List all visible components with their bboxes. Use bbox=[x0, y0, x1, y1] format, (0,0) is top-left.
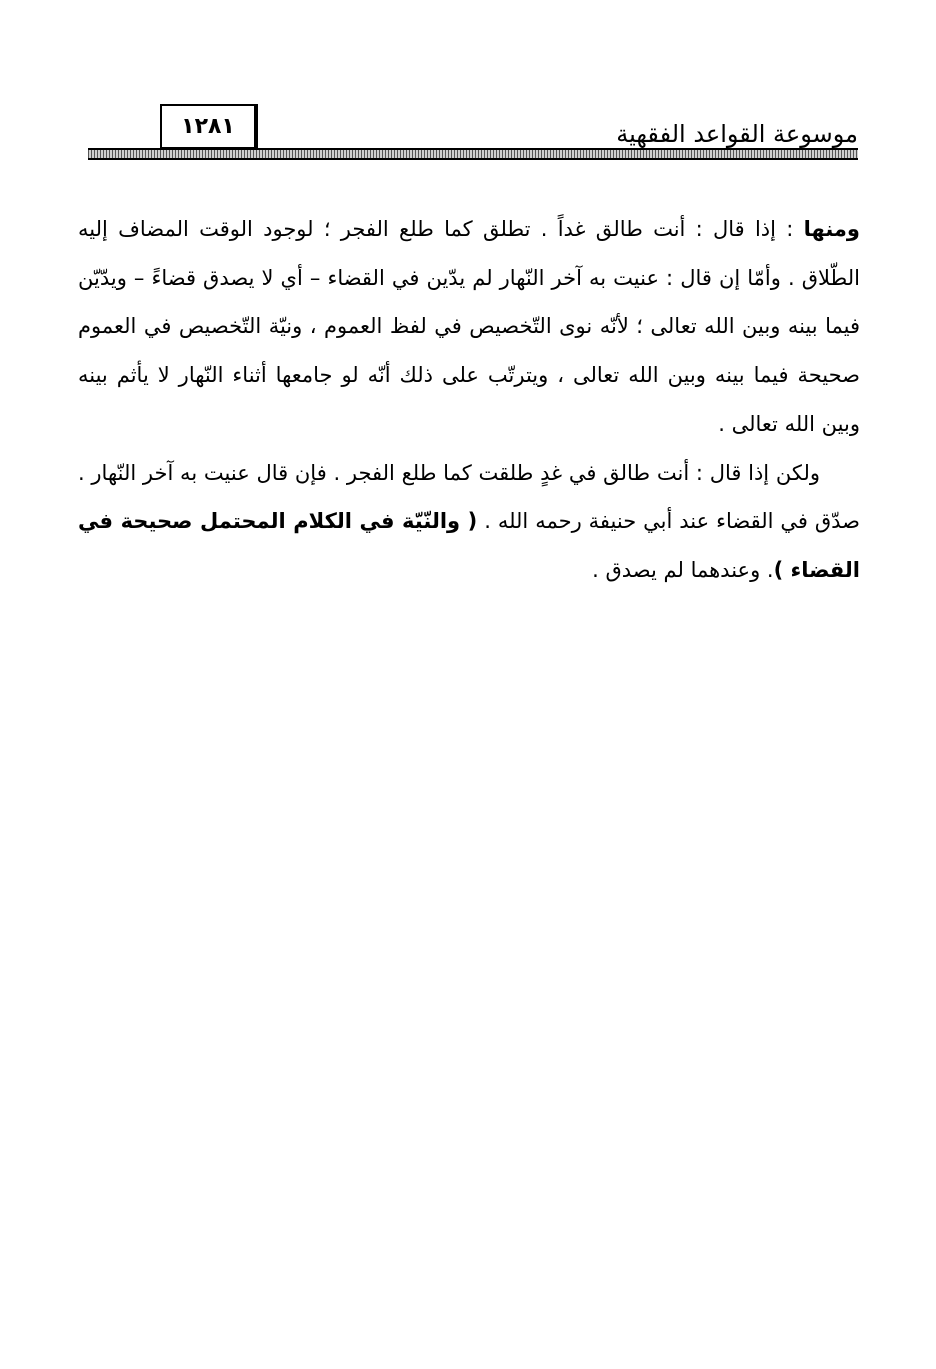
page-header bbox=[88, 104, 858, 164]
paragraph-2-bold-rule: ( والنّيّة في الكلام المحتمل صحيحة في القضاء ) bbox=[78, 509, 860, 582]
paragraph-2 bbox=[78, 449, 860, 595]
body-text bbox=[78, 205, 860, 595]
header-divider bbox=[88, 148, 858, 160]
paragraph-1-text: : إذا قال : أنت طالق غداً . تطلق كما طلع الفجر ؛ لوجود الوقت المضاف إليه الطّلاق . وأمّا إن قال : عنيت به آخر النّهار لم يدّين في القضاء – أي لا يصدق قضاءً – ويدّيّن فيما بينه وبين الله تعالى ؛ لأنّه نوى التّخصيص في لفظ العموم ، ونيّة التّخصيص في العموم صحيحة فيما بينه وبين الله تعالى ، ويترتّب على ذلك أنّه لو جامعها أثناء النّهار لا يأثم بينه وبين الله تعالى . bbox=[78, 217, 860, 436]
paragraph-2-text: ولكن إذا قال : أنت طالق في غدٍ طلقت كما طلع الفجر . فإن قال عنيت به آخر النّهار . صدّق في القضاء عند أبي حنيفة رحمه الله . bbox=[78, 460, 860, 534]
paragraph-1 bbox=[78, 205, 860, 449]
paragraph-2-end: . وعندهما لم يصدق . bbox=[592, 557, 774, 582]
book-title: موسوعة القواعد الفقهية bbox=[616, 120, 858, 148]
page-number: ١٢٨١ bbox=[160, 104, 258, 150]
paragraph-1-lead: ومنها bbox=[803, 217, 860, 241]
